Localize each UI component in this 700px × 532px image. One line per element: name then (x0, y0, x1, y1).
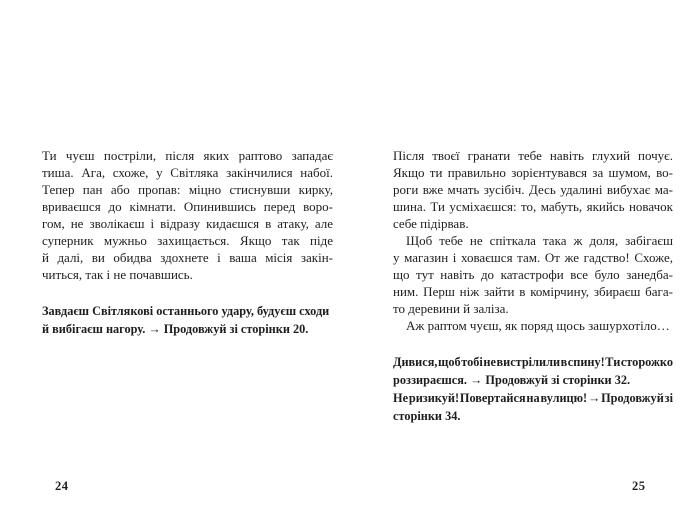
text-line-content: Аж раптом чуєш, як поряд щось зашурхотіло… (393, 318, 670, 333)
text-line-content: Ти чуєш постріли, після яких раптово западає (42, 148, 333, 163)
choice-paragraph (393, 353, 673, 389)
text-line-content: суперник мужньо захищається. Якщо так піде (42, 233, 333, 248)
text-line (42, 302, 333, 320)
text-line-content: Щоб тебе не спіткала така ж доля, забігаєш (393, 233, 673, 248)
text-line-content: шина. Ти усміхаєшся: то, мабуть, якийсь новачок (393, 199, 673, 214)
text-line-content: у магазин і ховаєшся там. От же гадство! Схоже, (393, 250, 673, 265)
text-line-content: читься, так і не почавшись. (42, 267, 193, 282)
text-line (42, 181, 333, 198)
text-line-content: роги вже мчать зусібіч. Десь удалині вибухає ма- (393, 182, 673, 197)
text-line-content: роззираєшся. → Продовжуй зі сторінки 32. (393, 373, 631, 387)
text-line (393, 389, 673, 407)
text-line-content: гом, не зволікаєш і відразу кидаєшся в атаку, але (42, 216, 333, 231)
text-line (393, 147, 673, 164)
text-line (393, 283, 673, 300)
page-number-left: 24 (55, 479, 69, 493)
text-line-content: Після твоєї гранати тебе навіть глухий почує. (393, 148, 673, 163)
text-line-content: то деревини й заліза. (393, 301, 509, 316)
text-line-content: вриваєшся до кімнати. Опинившись перед воро- (42, 199, 333, 214)
text-line-content: ним. Перш ніж зайти в комірчину, збираєш бага- (393, 284, 673, 299)
text-line (393, 317, 673, 334)
choice-paragraph (393, 389, 673, 425)
text-line (393, 249, 673, 266)
text-line (393, 164, 673, 181)
choice-paragraph (42, 302, 333, 338)
right-page-text-column (393, 147, 673, 425)
body-paragraph (393, 147, 673, 232)
text-line-content: Дивися, щоб тобі не вистрілили в спину! Ти сторожко (393, 355, 673, 369)
text-line-content: Завдаєш Світлякові останнього удару, будуєш сходи (42, 304, 330, 318)
text-line (393, 181, 673, 198)
text-line-content: себе підірвав. (393, 216, 469, 231)
text-line (42, 164, 333, 181)
text-line-content: тиша. Ага, схоже, у Світляка закінчилися набої. (42, 165, 333, 180)
text-line (42, 320, 333, 338)
text-line (393, 353, 673, 371)
text-line-content: Якщо ти правильно зорієнтувався за шумом, во- (393, 165, 673, 180)
text-line (393, 300, 673, 317)
text-line (42, 232, 333, 249)
text-line (42, 198, 333, 215)
body-paragraph (393, 232, 673, 317)
text-line (393, 215, 673, 232)
text-line (393, 232, 673, 249)
text-line (42, 147, 333, 164)
text-line (393, 407, 673, 425)
text-line (42, 266, 333, 283)
text-line-content: Не ризикуй! Повертайся на вулицю! → Продовжуй зі (393, 391, 673, 405)
text-line-content: що тут навіть до катастрофи все було занедба- (393, 267, 673, 282)
text-line (393, 266, 673, 283)
text-line-content: й далі, ви обидва здохнете і ваша місія закін- (42, 250, 333, 265)
body-paragraph (393, 317, 673, 334)
text-line (42, 215, 333, 232)
text-line-content: сторінки 34. (393, 409, 461, 423)
page-number-right: 25 (632, 479, 646, 493)
text-line-content: й вибігаєш нагору. → Продовжуй зі сторінки 20. (42, 322, 309, 336)
left-page-text-column (42, 147, 333, 338)
body-paragraph (42, 147, 333, 283)
text-line (393, 198, 673, 215)
text-line-content: Тепер пан або пропав: міцно стиснувши кирку, (42, 182, 333, 197)
text-line (393, 371, 673, 389)
text-line (42, 249, 333, 266)
